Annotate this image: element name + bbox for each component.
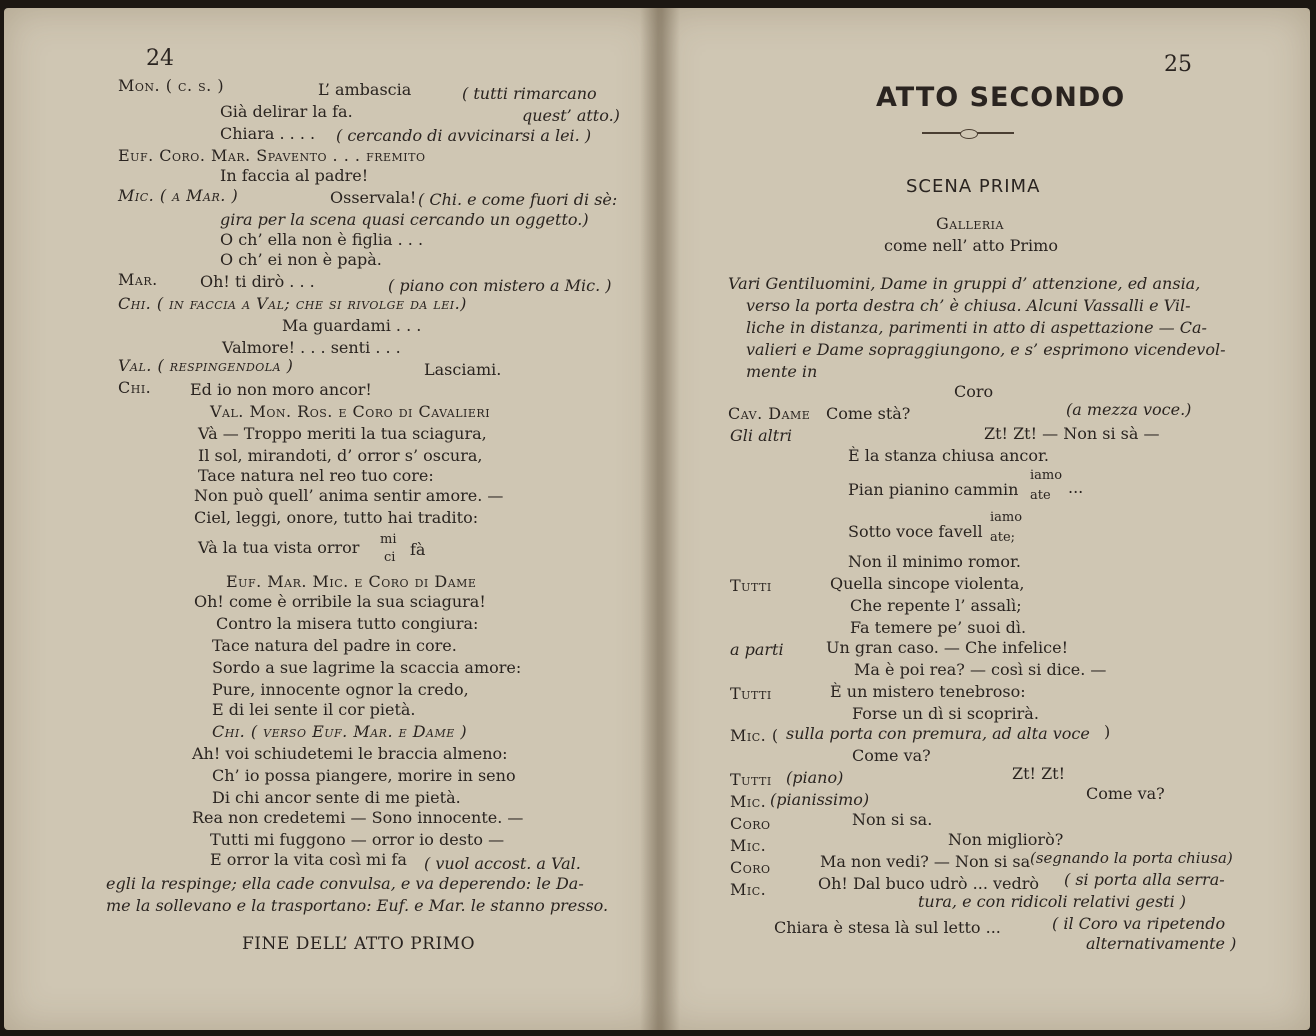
text-line: Già delirar la fa. <box>220 102 353 121</box>
text-line: Oh! ti dirò . . . <box>200 272 315 291</box>
stage-direction: (piano) <box>786 768 844 787</box>
verse-line: Và — Troppo meriti la tua sciagura, <box>198 424 487 443</box>
verse-variant: mi <box>380 532 397 547</box>
speaker-label: Mic. ( <box>730 726 779 745</box>
text-line: L’ ambascia <box>318 80 412 99</box>
verse-line: E orror la vita così mi fa <box>210 850 407 869</box>
speaker-label: Cav. Dame <box>728 404 811 423</box>
stage-direction: (pianissimo) <box>770 790 870 809</box>
verse-line: Ch’ io possa piangere, morire in seno <box>212 766 516 785</box>
verse-line: Contro la misera tutto congiura: <box>216 614 479 633</box>
text-line: Lasciami. <box>424 360 502 379</box>
verse-line: ... <box>1068 478 1084 497</box>
stage-direction: ( vuol accost. a Val. <box>424 854 581 873</box>
verse-line: Sotto voce favell <box>848 522 983 541</box>
verse-line: Ah! voi schiudetemi le braccia almeno: <box>192 744 508 763</box>
text-line: Chiara . . . . <box>220 124 316 143</box>
text-line: In faccia al padre! <box>220 166 369 185</box>
stage-direction: ( si porta alla serra- <box>1064 870 1225 889</box>
text-line: Valmore! . . . senti . . . <box>222 338 401 357</box>
verse-line: Non il minimo romor. <box>848 552 1022 571</box>
text-line: Mon. ( c. s. ) <box>118 76 225 95</box>
stage-direction: Vari Gentiluomini, Dame in gruppi d’ attenzione, ed ansia, <box>728 274 1201 293</box>
verse-line: Ma è poi rea? — così si dice. — <box>854 660 1107 679</box>
stage-direction: ) <box>1104 722 1111 741</box>
verse-variant: iamo <box>990 510 1023 525</box>
verse-line: Zt! Zt! — Non si sà — <box>984 424 1160 443</box>
verse-line: Tace natura nel reo tuo core: <box>198 466 434 485</box>
verse-line: Ciel, leggi, onore, tutto hai tradito: <box>194 508 479 527</box>
verse-line: Quella sincope violenta, <box>830 574 1025 593</box>
stage-direction: alternativamente ) <box>1086 934 1237 953</box>
speaker-line: Val. Mon. Ros. e Coro di Cavalieri <box>210 402 491 421</box>
stage-direction: verso la porta destra ch’ è chiusa. Alcuni Vassalli e Vil- <box>746 296 1191 315</box>
stage-direction: ( tutti rimarcano <box>462 84 597 103</box>
verse-line: Rea non credetemi — Sono innocente. — <box>192 808 524 827</box>
stage-direction: ( Chi. e come fuori di sè: <box>418 190 618 209</box>
verse-line: Tutti mi fuggono — orror io desto — <box>210 830 505 849</box>
left-page-number: 24 <box>146 46 174 71</box>
verse-line: È la stanza chiusa ancor. <box>848 446 1049 465</box>
act-title: ATTO SECONDO <box>876 82 1126 113</box>
verse-line: fà <box>410 540 426 559</box>
speaker-label: Coro <box>730 814 771 833</box>
verse-line: Come stà? <box>826 404 911 423</box>
speaker-label: Tutti <box>730 770 772 789</box>
verse-line: Non migliorò? <box>948 830 1064 849</box>
stage-direction: ( piano con mistero a Mic. ) <box>388 276 612 295</box>
stage-direction: (segnando la porta chiusa) <box>1030 849 1233 867</box>
verse-variant: ate; <box>990 530 1016 545</box>
stage-direction: valieri e Dame sopraggiungono, e s’ esprimono vicendevol- <box>746 340 1226 359</box>
right-page-number: 25 <box>1164 52 1192 77</box>
stage-direction: (a mezza voce.) <box>1066 400 1192 419</box>
verse-line: Zt! Zt! <box>1012 764 1066 783</box>
verse-line: Che repente l’ assalì; <box>850 596 1022 615</box>
verse-line: Forse un dì si scoprirà. <box>852 704 1039 723</box>
stage-direction: tura, e con ridicoli relativi gesti ) <box>918 892 1187 911</box>
scene-setting: Galleria <box>936 214 1004 233</box>
speaker-line: Val. ( respingendola ) <box>118 356 294 375</box>
speaker-line: Chi. ( in faccia a Val; che si rivolge da lei.) <box>118 294 467 313</box>
verse-line: Oh! come è orribile la sua sciagura! <box>194 592 486 611</box>
verse-variant: ate <box>1030 488 1051 503</box>
speaker-label: Mar. <box>118 270 158 289</box>
speaker-label: Tutti <box>730 576 772 595</box>
speaker-label: Mic. <box>730 792 767 811</box>
verse-line: Oh! Dal buco udrò ... vedrò <box>818 874 1040 893</box>
speaker-label: Coro <box>730 858 771 877</box>
verse-line: Pure, innocente ognor la credo, <box>212 680 469 699</box>
verse-line: Non si sa. <box>852 810 933 829</box>
verse-line: Fa temere pe’ suoi dì. <box>850 618 1027 637</box>
verse-line: Chiara è stesa là sul letto ... <box>774 918 1001 937</box>
verse-line: Ma non vedi? — Non si sa <box>820 852 1031 871</box>
act-end-title: FINE DELL’ ATTO PRIMO <box>242 934 476 954</box>
text-line: Ed io non moro ancor! <box>190 380 372 399</box>
stage-direction: ( cercando di avvicinarsi a lei. ) <box>336 126 592 145</box>
stage-direction: sulla porta con premura, ad alta voce <box>786 724 1090 743</box>
verse-line: Tace natura del padre in core. <box>212 636 457 655</box>
speaker-label: a parti <box>730 640 784 659</box>
verse-line: Sordo a sue lagrime la scaccia amore: <box>212 658 522 677</box>
ornament-rule <box>922 132 1014 134</box>
verse-line: Come va? <box>852 746 931 765</box>
verse-variant: ci <box>384 550 396 565</box>
stage-direction: ( il Coro va ripetendo <box>1052 914 1226 933</box>
text-line: Osservala! <box>330 188 417 207</box>
speaker-line: Chi. ( verso Euf. Mar. e Dame ) <box>212 722 468 741</box>
speaker-label: Coro <box>954 382 994 401</box>
speaker-label: Chi. <box>118 378 152 397</box>
verse-variant: iamo <box>1030 468 1063 483</box>
verse-line: Un gran caso. — Che infelice! <box>826 638 1069 657</box>
verse-line: E di lei sente il cor pietà. <box>212 700 416 719</box>
speaker-line: Euf. Coro. Mar. Spavento . . . fremito <box>118 146 426 165</box>
verse-line: Il sol, mirandoti, d’ orror s’ oscura, <box>198 446 483 465</box>
speaker-label: Gli altri <box>730 426 792 445</box>
text-line: O ch’ ella non è figlia . . . <box>220 230 424 249</box>
stage-direction: mente in <box>746 362 818 381</box>
stage-direction: liche in distanza, parimenti in atto di aspettazione — Ca- <box>746 318 1207 337</box>
verse-line: Di chi ancor sente di me pietà. <box>212 788 461 807</box>
stage-direction: quest’ atto.) <box>522 106 620 125</box>
speaker-label: Mic. <box>730 880 767 899</box>
verse-line: Non può quell’ anima sentir amore. — <box>194 486 504 505</box>
stage-direction: egli la respinge; ella cade convulsa, e va deperendo: le Da- <box>106 874 584 893</box>
scene-setting-note: come nell’ atto Primo <box>884 236 1058 255</box>
verse-line: È un mistero tenebroso: <box>830 682 1026 701</box>
speaker-line: Euf. Mar. Mic. e Coro di Dame <box>226 572 477 591</box>
verse-line: Và la tua vista orror <box>198 538 360 557</box>
verse-line: Pian pianino cammin <box>848 480 1019 499</box>
speaker-line: Mic. ( a Mar. ) <box>118 186 239 205</box>
text-line: O ch’ ei non è papà. <box>220 250 382 269</box>
stage-direction: me la sollevano e la trasportano: Euf. e Mar. le stanno presso. <box>106 896 609 915</box>
speaker-label: Mic. <box>730 836 767 855</box>
speaker-label: Tutti <box>730 684 772 703</box>
text-line: Ma guardami . . . <box>282 316 422 335</box>
verse-line: Come va? <box>1086 784 1165 803</box>
stage-direction: gira per la scena quasi cercando un oggetto.) <box>220 210 589 229</box>
scene-title: SCENA PRIMA <box>906 176 1041 197</box>
